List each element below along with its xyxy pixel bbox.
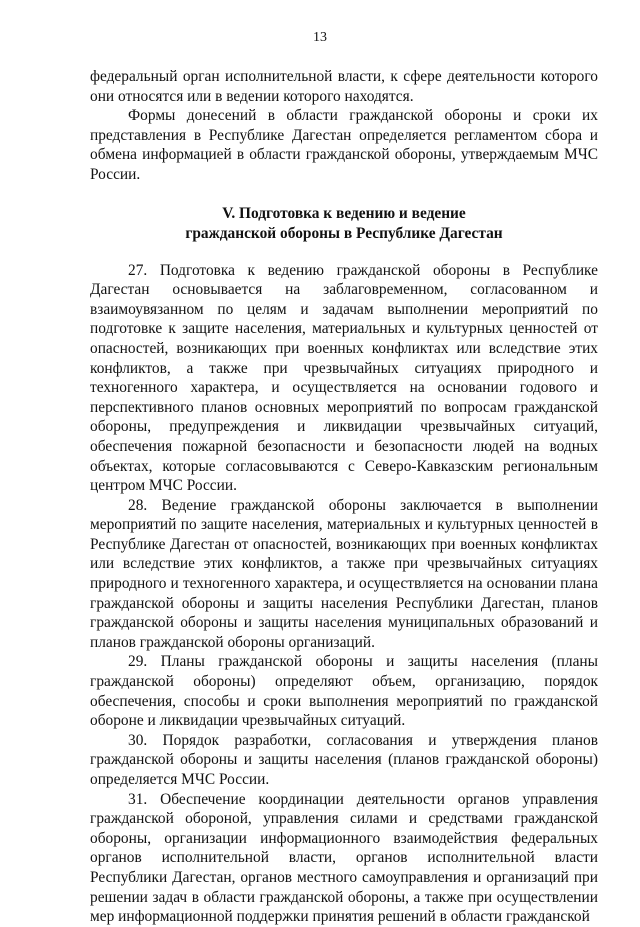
paragraph-30 [90,731,598,790]
section-heading-line-2: гражданской обороны в Республике Дагестан [185,224,503,242]
document-body [90,67,598,927]
paragraph-number: 27. [128,261,148,279]
page-number: 13 [313,30,327,45]
paragraph-text: Обеспечение координации деятельности органов управления гражданской обороной, управления силами и средствами гражданской обороны, организации информационного взаимодействия федеральных органов исполнительной власти, органов исполнительной власти Республики Дагестан, органов местного самоуправления и организаций при решении задач в области гражданской обороны, а также при осуществлении мер информационной поддержки принятия решений в области гражданской [90,790,598,926]
paragraph-number: 29. [128,653,148,671]
intro-paragraph: Формы донесений в области гражданской обороны и сроки их представления в Республике Дагестан определяется регламентом сбора и обмена информацией в области гражданской обороны, утверждаемым МЧС России. [90,107,598,183]
paragraph-text: Ведение гражданской обороны заключается в выполнении мероприятий по защите населения, материальных и культурных ценностей в Республике Дагестан от опасностей, возникающих при военных конфликтах или вследствие этих конфликтов, а также при чрезвычайных ситуациях природного и техногенного характера, и осуществляется на основании плана гражданской обороны и защиты населения Республики Дагестан, планов гражданской обороны и защиты населения муниципальных образований и планов гражданской обороны организаций. [90,496,598,651]
paragraph-31 [90,790,598,927]
paragraph-28 [90,496,598,653]
section-heading [90,204,598,244]
paragraph-number: 30. [128,731,148,749]
paragraph-text: Подготовка к ведению гражданской обороны в Республике Дагестан основывается на заблаговременном, согласованном и взаимоувязанном по целям и задачам выполнении мероприятий по подготовке к защите населения, материальных и культурных ценностей от опасностей, возникающих при военных конфликтах или вследствие этих конфликтов, а также при чрезвычайных ситуациях природного и техногенного характера, и осуществляется на основании годового и перспективного планов основных мероприятий по вопросам гражданской обороны, предупреждения и ликвидации чрезвычайных ситуаций, обеспечения пожарной безопасности и безопасности людей на водных объектах, которые согласовываются с Северо-Кавказским региональным центром МЧС России. [90,261,598,495]
paragraph-text: Планы гражданской обороны и защиты населения (планы гражданской обороны) определяют объем, организацию, порядок обеспечения, способы и сроки выполнения мероприятий по гражданской обороне и ликвидации чрезвычайных ситуаций. [90,653,598,730]
continuation-paragraph: федеральный орган исполнительной власти, к сфере деятельности которого они относятся или в ведении которого находятся. [90,68,598,105]
paragraph-text: Порядок разработки, согласования и утверждения планов гражданской обороны и защиты населения (планов гражданской обороны) определяется МЧС России. [90,731,598,788]
paragraph-27 [90,261,598,496]
paragraph-29 [90,652,598,730]
section-heading-line-1: V. Подготовка к ведению и ведение [222,204,466,222]
paragraph-number: 28. [128,496,148,514]
paragraph-number: 31. [128,790,148,808]
